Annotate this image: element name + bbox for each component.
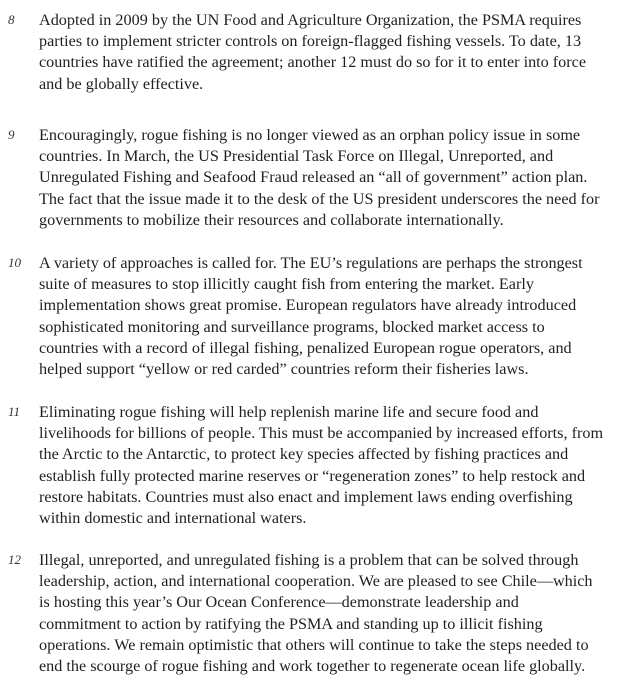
- paragraph-text: Eliminating rogue fishing will help replenish marine life and secure food and livelihoods for billions of people. This must be accompanied by increased efforts, from the Arctic to the Antarctic, to protect key species affected by fishing practices and establish fully protected marine reserves or “regeneration zones” to help restock and restore habitats. Countries must also enact and implement laws ending overfishing within domestic and international waters.: [39, 403, 604, 528]
- paragraph-number: 10: [8, 255, 21, 270]
- paragraph-number: 11: [8, 404, 21, 419]
- paragraph-number: 9: [8, 127, 15, 142]
- paragraph-text: Illegal, unreported, and unregulated fishing is a problem that can be solved through leadership, action, and international cooperation. We are pleased to see Chile—which is hosting this year’s Our Ocean Conference—demonstrate leadership and commitment to action by ratifying the PSMA and standing up to illicit fishing operations. We remain optimistic that others will continue to take the steps needed to end the scourge of rogue fishing and work together to regenerate ocean life globally.: [39, 551, 593, 676]
- paragraph-number: 12: [8, 552, 21, 567]
- paragraph-text: Encouragingly, rogue fishing is no longer viewed as an orphan policy issue in some countries. In March, the US Presidential Task Force on Illegal, Unreported, and Unregulated Fishing and Seafood Fraud released an “all of government” action plan. The fact that the issue made it to the desk of the US president underscores the need for governments to mobilize their resources and collaborate internationally.: [39, 126, 600, 229]
- paragraph-text: Adopted in 2009 by the UN Food and Agriculture Organization, the PSMA requires parties to implement stricter controls on foreign-flagged fishing vessels. To date, 13 countries have ratified the agreement; another 12 must do so for it to enter into force and be globally effective.: [39, 11, 587, 93]
- paragraph-text: A variety of approaches is called for. The EU’s regulations are perhaps the strongest suite of measures to stop illicitly caught fish from entering the market. Early implementation shows great promise. European regulators have already introduced sophisticated monitoring and surveillance programs, blocked market access to countries with a record of illegal fishing, penalized European rogue operators, and helped support “yellow or red carded” countries reform their fisheries laws.: [39, 254, 583, 379]
- paragraph-number: 8: [8, 12, 15, 27]
